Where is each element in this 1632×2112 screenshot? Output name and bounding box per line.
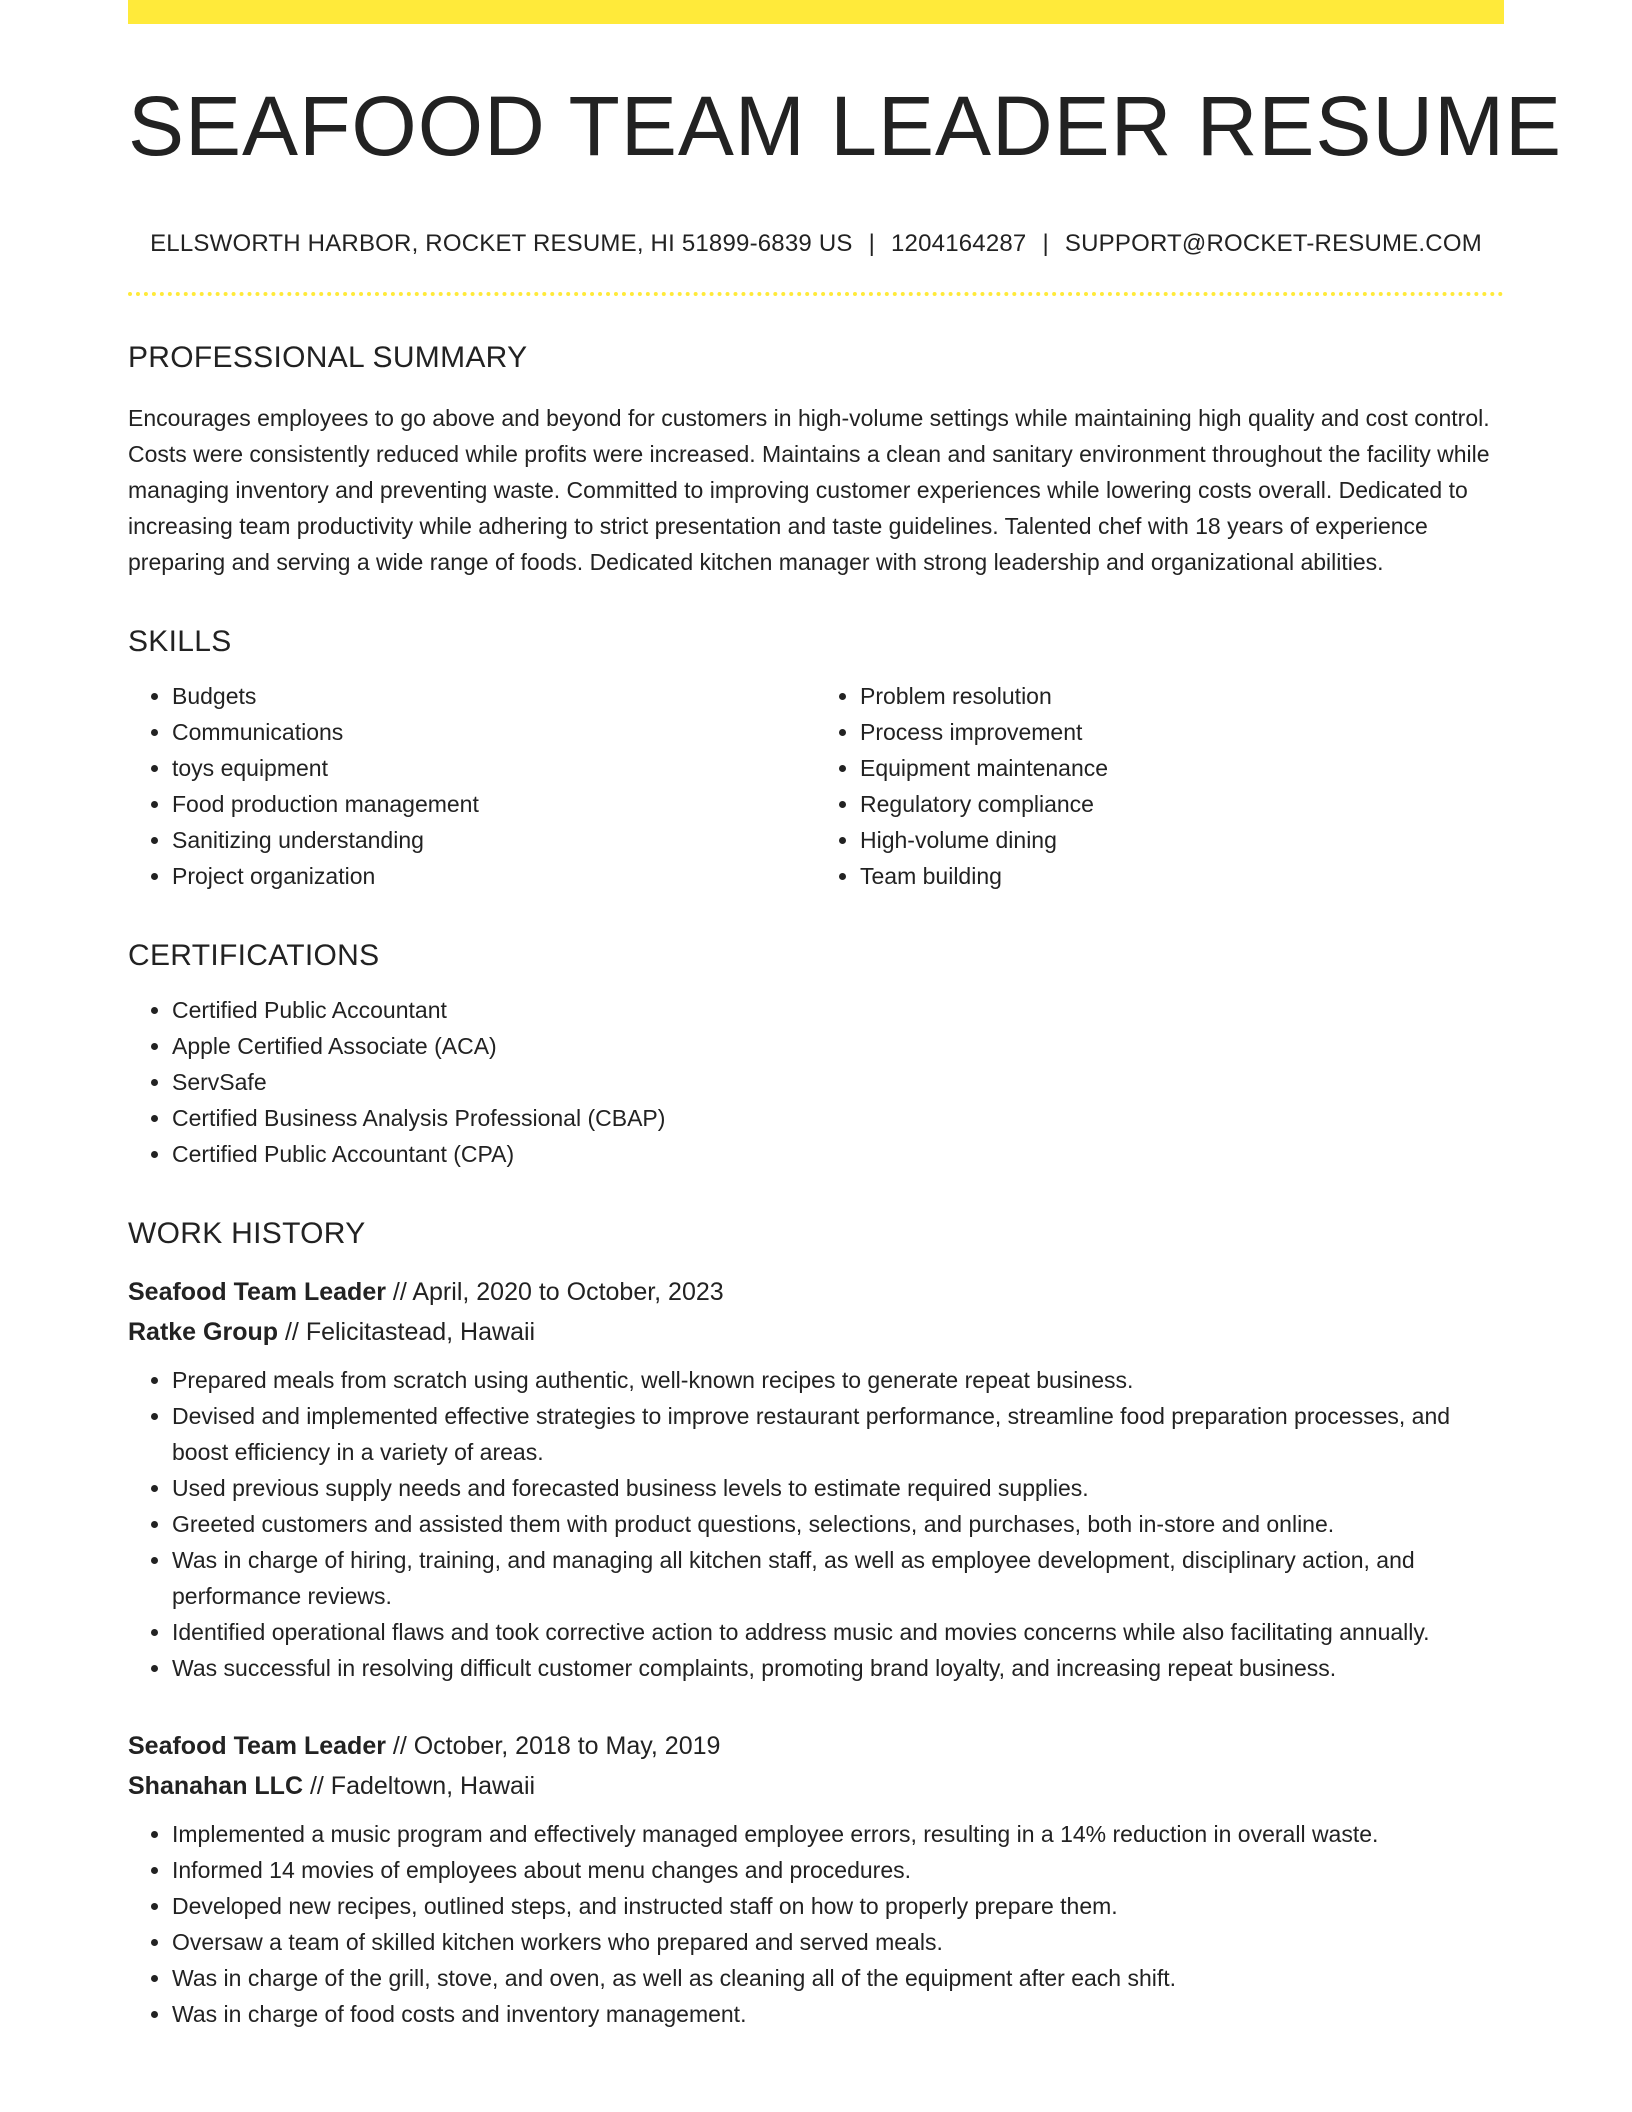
certification-item: • ServSafe	[172, 1064, 1504, 1100]
skills-list-right	[816, 678, 1504, 894]
job-bullet: • Devised and implemented effective strategies to improve restaurant performance, streamline food preparation processes, and boost efficiency in a variety of areas.	[172, 1398, 1504, 1470]
skill-item: • Regulatory compliance	[860, 786, 1504, 822]
contact-phone[interactable]: 1204164287	[891, 230, 1027, 257]
section-heading-summary: PROFESSIONAL SUMMARY	[128, 341, 528, 374]
job-company: Shanahan LLC	[128, 1772, 304, 1800]
skill-item: • Food production management	[172, 786, 816, 822]
work-history-section	[128, 1216, 1504, 2032]
job-bullet: • Prepared meals from scratch using authentic, well-known recipes to generate repeat business.	[172, 1362, 1504, 1398]
job-dates: // October, 2018 to May, 2019	[385, 1732, 721, 1760]
certification-item: • Certified Public Accountant	[172, 992, 1504, 1028]
job-title-line	[128, 1272, 1504, 1312]
skill-item: • Process improvement	[860, 714, 1504, 750]
job-dates: // April, 2020 to October, 2023	[385, 1278, 724, 1306]
job-bullet: • Was in charge of hiring, training, and managing all kitchen staff, as well as employee development, disciplinary action, and performance reviews.	[172, 1542, 1504, 1614]
job-entry	[128, 1726, 1504, 2032]
job-bullets	[128, 1362, 1504, 1686]
skills-columns	[128, 660, 1504, 894]
job-bullets	[128, 1816, 1504, 2032]
section-heading-skills: SKILLS	[128, 625, 232, 658]
job-bullet: • Identified operational flaws and took corrective action to address music and movies concerns while also facilitating annually.	[172, 1614, 1504, 1650]
job-bullet: • Was in charge of food costs and inventory management.	[172, 1996, 1504, 2032]
contact-line	[128, 230, 1504, 258]
certifications-section	[128, 938, 1504, 1172]
contact-email[interactable]: SUPPORT@ROCKET-RESUME.COM	[1064, 230, 1482, 257]
certification-item: • Certified Public Accountant (CPA)	[172, 1136, 1504, 1172]
skill-item: • Sanitizing understanding	[172, 822, 816, 858]
skill-item: • toys equipment	[172, 750, 816, 786]
contact-separator: |	[868, 230, 875, 257]
skill-item: • Budgets	[172, 678, 816, 714]
summary-text: Encourages employees to go above and beyond for customers in high-volume settings while maintaining high quality and cost control. Costs were consistently reduced while profits were increased. Maintains a clean and sanitary environment throughout the facility while managing inventory and preventing waste. Committed to improving customer experiences while lowering costs overall. Dedicated to increasing team productivity while adhering to strict presentation and taste guidelines. Talented chef with 18 years of experience preparing and serving a wide range of foods. Dedicated kitchen manager with strong leadership and organizational abilities.	[128, 405, 1490, 575]
contact-address: ELLSWORTH HARBOR, ROCKET RESUME, HI 51899-6839 US	[150, 230, 853, 257]
job-bullet: • Implemented a music program and effectively managed employee errors, resulting in a 14% reduction in overall waste.	[172, 1816, 1504, 1852]
job-bullet: • Was successful in resolving difficult customer complaints, promoting brand loyalty, and increasing repeat business.	[172, 1650, 1504, 1686]
resume-title: SEAFOOD TEAM LEADER RESUME	[128, 79, 1563, 173]
skill-item: • Problem resolution	[860, 678, 1504, 714]
job-location: // Fadeltown, Hawaii	[303, 1772, 536, 1800]
contact-separator: |	[1042, 230, 1049, 257]
job-location: // Felicitastead, Hawaii	[278, 1318, 536, 1346]
skill-item: • Team building	[860, 858, 1504, 894]
job-entry	[128, 1272, 1504, 1686]
skills-section	[128, 624, 1504, 894]
skill-item: • Equipment maintenance	[860, 750, 1504, 786]
certification-item: • Certified Business Analysis Professional (CBAP)	[172, 1100, 1504, 1136]
resume-page	[128, 0, 1563, 2032]
certification-item: • Apple Certified Associate (ACA)	[172, 1028, 1504, 1064]
section-heading-certifications: CERTIFICATIONS	[128, 939, 380, 972]
job-title: Seafood Team Leader	[128, 1732, 386, 1760]
job-title-line	[128, 1726, 1504, 1766]
job-bullet: • Greeted customers and assisted them with product questions, selections, and purchases, both in-store and online.	[172, 1506, 1504, 1542]
accent-top-bar	[128, 0, 1504, 24]
skill-item: • Project organization	[172, 858, 816, 894]
job-company-line	[128, 1766, 1504, 1806]
job-bullet: • Used previous supply needs and forecasted business levels to estimate required supplies.	[172, 1470, 1504, 1506]
job-bullet: • Oversaw a team of skilled kitchen workers who prepared and served meals.	[172, 1924, 1504, 1960]
job-bullet: • Developed new recipes, outlined steps, and instructed staff on how to properly prepare them.	[172, 1888, 1504, 1924]
job-bullet: • Was in charge of the grill, stove, and oven, as well as cleaning all of the equipment after each shift.	[172, 1960, 1504, 1996]
job-company: Ratke Group	[128, 1318, 279, 1346]
section-heading-work-history: WORK HISTORY	[128, 1217, 366, 1250]
job-title: Seafood Team Leader	[128, 1278, 386, 1306]
certifications-list	[128, 992, 1504, 1172]
job-company-line	[128, 1312, 1504, 1352]
summary-section	[128, 340, 1504, 580]
skills-list-left	[128, 678, 816, 894]
skill-item: • High-volume dining	[860, 822, 1504, 858]
skill-item: • Communications	[172, 714, 816, 750]
job-bullet: • Informed 14 movies of employees about menu changes and procedures.	[172, 1852, 1504, 1888]
dotted-divider	[128, 292, 1504, 296]
